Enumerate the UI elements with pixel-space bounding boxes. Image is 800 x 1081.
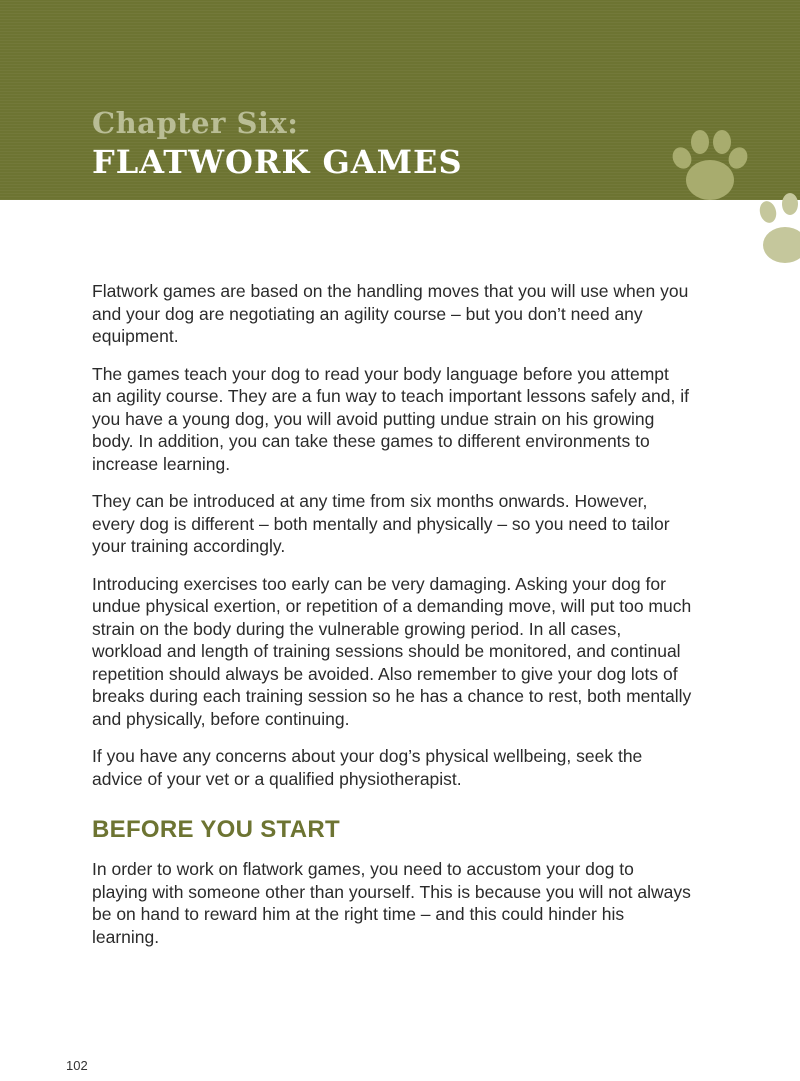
chapter-label: Chapter Six:: [92, 106, 299, 140]
paragraph: In order to work on flatwork games, you need to accustom your dog to playing with someone other than yourself. This is because you will not always be on hand to reward him at the right time – and this could hinder his learning.: [92, 859, 691, 947]
main-content: [92, 280, 692, 963]
paragraph: They can be introduced at any time from six months onwards. However, every dog is different – both mentally and physically – so you need to tailor your training accordingly.: [92, 491, 670, 556]
paragraph: Introducing exercises too early can be very damaging. Asking your dog for undue physical exertion, or repetition of a demanding move, will put too much strain on the body during the vulnerable growing period. In all cases, workload and length of training sessions should be monitored, and continual repetition should always be avoided. Also remember to give your dog lots of breaks during each training session so he has a chance to rest, both mentally and physically, before continuing.: [92, 573, 692, 729]
paragraph: The games teach your dog to read your body language before you attempt an agility course. They are a fun way to teach important lessons safely and, if you have a young dog, you will avoid putting undue strain on his growing body. In addition, you can take these games to different environments to increase learning.: [92, 363, 689, 474]
paw-print-icon: [660, 120, 800, 280]
paragraph: Flatwork games are based on the handling moves that you will use when you and your dog are negotiating an agility course – but you don’t need any equipment.: [92, 281, 689, 346]
page-number: 102: [66, 1058, 88, 1073]
section-heading: BEFORE YOU START: [92, 816, 340, 843]
paragraph: If you have any concerns about your dog’s physical wellbeing, seek the advice of your vet or a qualified physiotherapist.: [92, 746, 643, 789]
chapter-title: FLATWORK GAMES: [92, 143, 463, 181]
paw-print-icon-bottom: [757, 193, 800, 263]
paw-print-icon-top: [669, 130, 751, 200]
